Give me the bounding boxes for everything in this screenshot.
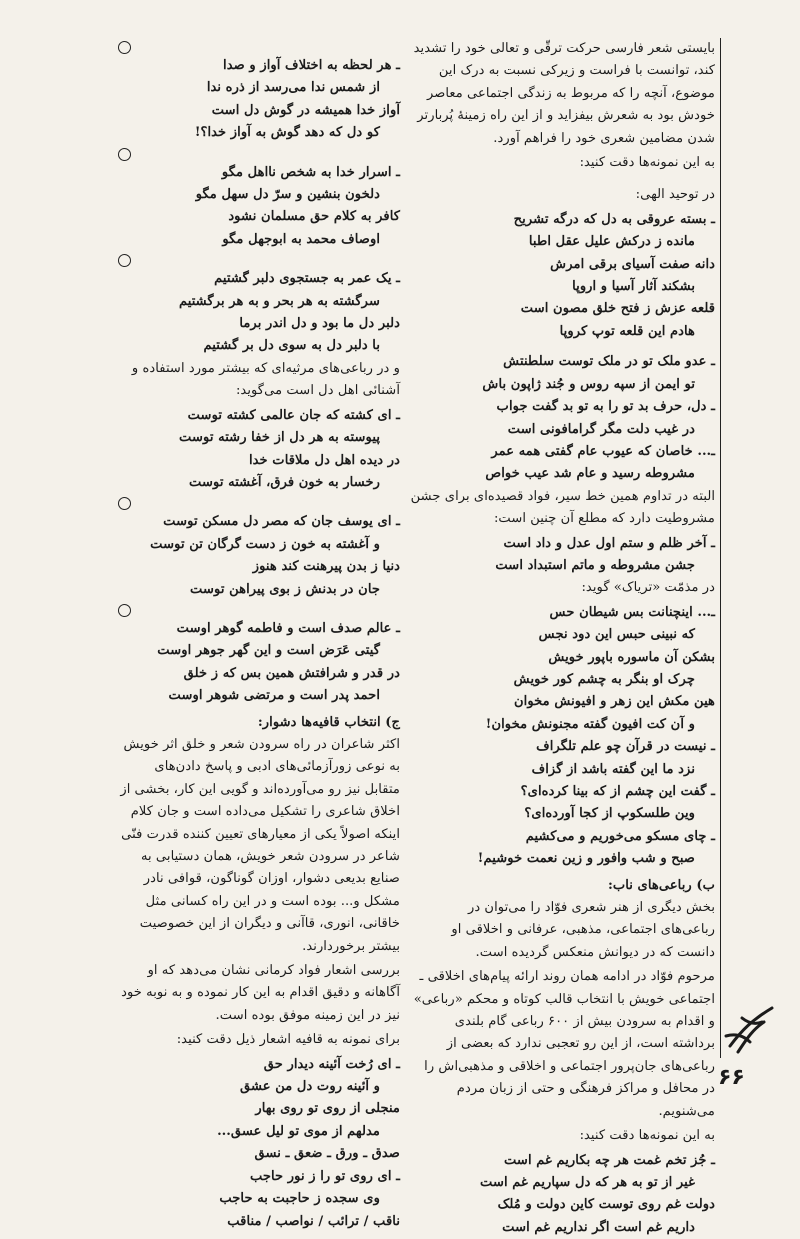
verse-line: وین طلسکوپ از کجا آورده‌ای؟ [524, 806, 695, 822]
verse-line: گیتی عَرَض است و این گهر جوهر اوست [157, 643, 380, 659]
verse-line: مانده ز درکش علیل عقل اطبا [528, 234, 695, 250]
verse-line: دانه صفت آسیای برقی امرش [550, 256, 715, 272]
verse-line: منجلی از روی تو روی بهار [255, 1101, 400, 1117]
verse-line: ـ جُز تخم غمت هر چه بکاریم غم است [503, 1152, 715, 1168]
verse-line: وی سجده ز حاجبت به حاجب [219, 1191, 380, 1207]
verse-line: دولت غم روی توست کاین دولت و مُلک [497, 1197, 715, 1213]
paragraph: بایستی شعر فارسی حرکت ترقّی و تعالی خود را تشدید کند، توانست با فراست و زیرکی نسبت به درک این موضوع، آنچه را که مربوط به زندگی اجتماعی معاصر خودش بود به شعرش بیفزاید و از این راه زمینهٔ پُربارتر شدن مضامین شعری خود را فراهم آورد. [413, 41, 715, 146]
verse-line: ـ... خاصان که عیوب عام گفتی همه عمر [491, 443, 715, 459]
verse-line: هین مکش این زهر و افیونش مخوان [514, 694, 715, 710]
verse-line: پیوسته به هر دل از خفا رشته توست [179, 430, 380, 446]
verse-line: ـ دل، حرف بد تو را به تو بد گفت جواب [496, 399, 715, 415]
verse-line: صدق ـ ورق ـ ضعق ـ نسق [254, 1146, 400, 1162]
verse-line: ـ هر لحظه به اختلاف آواز و صدا [223, 58, 400, 73]
paragraph: به این نمونه‌ها دقت کنید: [579, 155, 715, 171]
verse-line: مدلهم از موی تو لیل عسق... [217, 1123, 380, 1139]
verse-line: ـ ای کشته که جان عالمی کشته توست [187, 407, 400, 423]
verse-line: ـ ای یوسف جان که مصر دل مسکن توست [163, 514, 400, 530]
verse-line: ـ گفت این چشم از که بینا کرده‌ای؟ [520, 784, 715, 799]
verse-line: ـ آخر ظلم و ستم اول عدل و داد است [503, 535, 715, 551]
verse-line: و آغشته به خون ز دست گرگان تن توست [150, 536, 380, 552]
paragraph: در مذمّت «تریاک» گوید: [581, 580, 715, 596]
spacer [410, 343, 715, 351]
verse-line: در غیب دلت مگر گرامافونی است [507, 421, 695, 437]
verse-line: ـ... اینچنانت بس شیطان حس [549, 604, 715, 620]
verse-line: کو دل که دهد گوش به آواز خدا؟! [194, 125, 380, 141]
verse-line: آواز خدا همیشه در گوش دل است [211, 102, 400, 118]
verse-line: اوصاف محمد به ابوجهل مگو [222, 231, 380, 247]
verse-line: غیر از تو به هر که دل سپاریم غم است [480, 1174, 695, 1190]
paragraph: در توحید الهی: [635, 187, 715, 203]
verse-line: ـ عالم صدف است و فاطمه گوهر اوست [176, 620, 400, 636]
section-circle-icon [118, 604, 131, 617]
left-column [118, 38, 400, 1233]
section-circle-icon [118, 497, 131, 510]
paragraph: و در رباعی‌های مرثیه‌ای که بیشتر مورد استفاده و آشنائی اهل دل است می‌گوید: [131, 360, 400, 399]
verse-line: ـ یک عمر به جستجوی دلبر گشتیم [214, 271, 400, 287]
verse-line: در قدر و شرافتش همین بس که ز خلق [183, 665, 400, 681]
verse-line: در دیده اهل دل ملاقات خدا [248, 452, 400, 468]
verse-line: ناقب / ترائب / نواصب / مناقب [227, 1213, 400, 1229]
verse-line: و آئینه روت دل من عشق [239, 1079, 380, 1095]
verse-line: صبح و شب وافور و زین نعمت خوشیم! [477, 851, 695, 867]
section-circle-icon [118, 254, 131, 267]
verse-line: دلبر دل ما بود و دل اندر برما [239, 316, 400, 332]
verse-line: قلعه عزش ز فتح خلق مصون است [520, 301, 715, 317]
spacer [410, 176, 715, 184]
verse-line: و آن کت افیون گفته مجنونش مخوان! [485, 716, 695, 732]
verse-line: دلخون بنشین و سرّ دل سهل مگو [195, 187, 380, 203]
section-heading: ب) رباعی‌های ناب: [607, 877, 715, 893]
verse-line: رخسار به خون فرق، آغشته توست [189, 474, 380, 490]
verse-line: سرگشته به هر بحر و به هر برگشتیم [178, 293, 380, 309]
paragraph: بررسی اشعار فواد کرمانی نشان می‌دهد که او آگاهانه و دقیق اقدام به این کار نموده و به نوبه خود نیز در این زمینه موفق بوده است. [121, 963, 400, 1023]
verse-line: چرک او بنگر به چشم کور خویش [513, 671, 695, 687]
kerman-logo-icon [712, 1000, 782, 1060]
verse-line: ـ نیست در قرآن چو علم تلگراف [536, 739, 715, 755]
verse-line: ـ بسته عروقی به دل که درگه تشریح [513, 211, 715, 227]
verse-line: از شمس ندا می‌رسد از ذره ندا [206, 80, 380, 96]
paragraph: البته در تداوم همین خط سیر، فواد قصیده‌ای برای جشن مشروطیت دارد که مطلع آن چنین است: [410, 488, 715, 527]
verse-line: ـ ای رُخت آئینه دیدار حق [263, 1056, 400, 1072]
verse-line: کافر به کلام حق مسلمان نشود [228, 209, 400, 225]
paragraph: اکثر شاعران در راه سرودن شعر و خلق اثر خویش به نوعی زورآزمائی‌های ادبی و پاسخ دادن‌های متقابل نیز رو می‌آورده‌اند و گویی این کار، بخشی از اخلاق شاعری را تشکیل می‌داده است و جان کلام اینکه اصولاً یکی از معیارهای تعیین کننده قدرت فنّی شاعر در سرودن شعر خویش، همان دستیابی به صنایع بدیعی دشوار، اوزان گوناگون، قوافی نادر مشکل و... بوده است و در این راه کسانی مثل خاقانی، انوری، قاآنی و دیگران از این خصوصیت بیشتر برخوردارند. [120, 736, 400, 954]
section-circle-icon [118, 148, 131, 161]
section-circle-icon [118, 41, 131, 54]
section-heading: ج) انتخاب قافیه‌ها دشوار: [257, 714, 400, 730]
verse-line: بشکند آثار آسیا و اروپا [572, 279, 695, 295]
paragraph: بخش دیگری از هنر شعری فوّاد را می‌توان در رباعی‌های اجتماعی، مذهبی، عرفانی و اخلاقی او دانست که در دیوانش منعکس گردیده است. [451, 900, 715, 960]
paragraph: به این نمونه‌ها دقت کنید: [579, 1128, 715, 1144]
paragraph: مرحوم فوّاد در ادامه همان روند ارائه پیام‌های اخلاقی ـ اجتماعی خویش با انتخاب قالب کوتاه و محکم «رباعی» و اقدام به سرودن بیش از ۶۰۰ رباعی گام بلندی برداشته است، از این رو تعجبی ندارد که بعضی از رباعی‌های جان‌پرور اجتماعی و اخلاقی و مذهبی‌اش را در محافل و مراکز فرهنگی و حتی از زبان مردم می‌شنویم. [413, 969, 715, 1119]
verse-line: ـ اسرار خدا به شخص نااهل مگو [221, 164, 400, 180]
column-rule [720, 38, 721, 1058]
verse-line: بشکن آن ماسوره باپور خویش [548, 649, 715, 665]
verse-line: که نبینی حبس این دود نجس [538, 627, 695, 643]
verse-line: هادم این قلعه توپ کروپا [559, 323, 695, 339]
verse-line: دنیا ز بدن پیرهنت کند هنوز [252, 559, 400, 575]
verse-line: ـ چای مسکو می‌خوریم و می‌کشیم [525, 828, 715, 844]
verse-line: ـ عدو ملک تو در ملک توست سلطنتش [503, 354, 715, 370]
verse-line: مشروطه رسید و عام شد عیب خواص [485, 466, 695, 482]
verse-line: جان در بدنش ز بوی پیراهن توست [190, 581, 380, 597]
verse-line: تو ایمن از سپه روس و جُند ژاپون باش [482, 376, 695, 392]
page-number: ۶۶ [718, 1065, 745, 1090]
verse-line: احمد پدر است و مرتضی شوهر اوست [168, 688, 380, 704]
right-column [410, 38, 715, 1239]
verse-line: ـ ای روی تو را ز نور حاجب [249, 1168, 400, 1184]
verse-line: با دلبر دل به سوی دل بر گشتیم [203, 338, 380, 354]
verse-line: جشن مشروطه و ماتم استبداد است [495, 557, 695, 573]
verse-line: داریم غم است اگر نداریم غم است [502, 1219, 695, 1235]
verse-line: نزد ما این گفته باشد از گزاف [531, 761, 695, 777]
paragraph: برای نمونه به قافیه اشعار ذیل دقت کنید: [176, 1032, 400, 1048]
